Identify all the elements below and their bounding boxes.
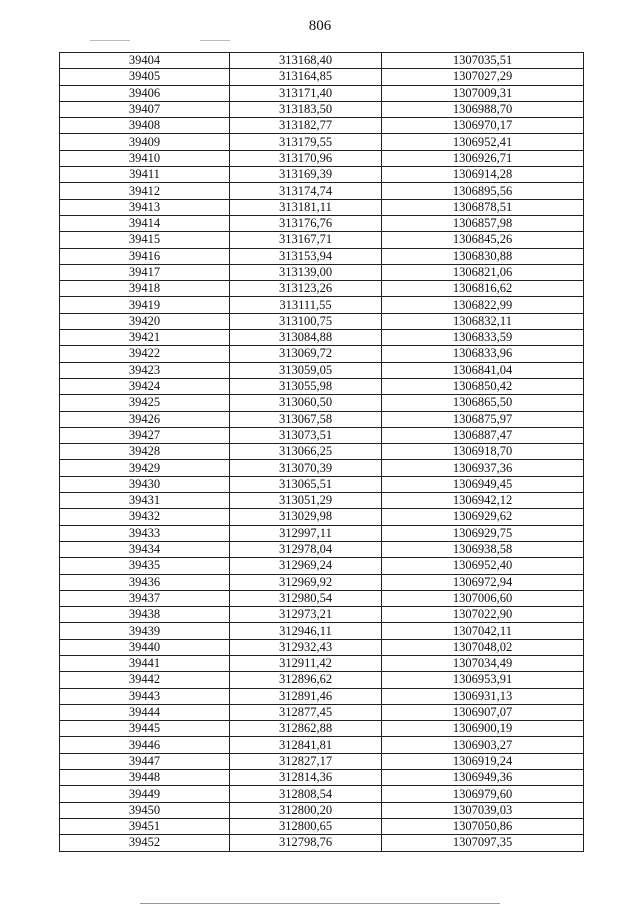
- x-coordinate-cell: 312946,11: [230, 623, 382, 639]
- x-coordinate-cell: 313182,77: [230, 118, 382, 134]
- point-number-cell: 39446: [60, 737, 230, 753]
- table-row: [60, 509, 584, 525]
- y-coordinate-cell: 1306830,88: [382, 248, 584, 264]
- x-coordinate-cell: 313153,94: [230, 248, 382, 264]
- point-number-cell: 39440: [60, 639, 230, 655]
- point-number-cell: 39412: [60, 183, 230, 199]
- point-number-cell: 39428: [60, 444, 230, 460]
- y-coordinate-cell: 1306949,45: [382, 476, 584, 492]
- x-coordinate-cell: 313123,26: [230, 281, 382, 297]
- scan-artifact: [90, 40, 130, 41]
- table-row: [60, 313, 584, 329]
- point-number-cell: 39433: [60, 525, 230, 541]
- point-number-cell: 39452: [60, 835, 230, 851]
- table-row: [60, 362, 584, 378]
- point-number-cell: 39413: [60, 199, 230, 215]
- y-coordinate-cell: 1307034,49: [382, 655, 584, 671]
- point-number-cell: 39417: [60, 264, 230, 280]
- table-row: [60, 330, 584, 346]
- x-coordinate-cell: 313167,71: [230, 232, 382, 248]
- y-coordinate-cell: 1306938,58: [382, 541, 584, 557]
- table-row: [60, 183, 584, 199]
- coordinates-table-body: [60, 53, 584, 852]
- x-coordinate-cell: 312969,92: [230, 574, 382, 590]
- x-coordinate-cell: 312891,46: [230, 688, 382, 704]
- y-coordinate-cell: 1307009,31: [382, 85, 584, 101]
- x-coordinate-cell: 312973,21: [230, 607, 382, 623]
- y-coordinate-cell: 1306914,28: [382, 167, 584, 183]
- table-row: [60, 672, 584, 688]
- x-coordinate-cell: 312896,62: [230, 672, 382, 688]
- page-number: 806: [308, 18, 332, 34]
- point-number-cell: 39423: [60, 362, 230, 378]
- table-row: [60, 346, 584, 362]
- y-coordinate-cell: 1307039,03: [382, 802, 584, 818]
- x-coordinate-cell: 313084,88: [230, 330, 382, 346]
- x-coordinate-cell: 312911,42: [230, 655, 382, 671]
- x-coordinate-cell: 312814,36: [230, 770, 382, 786]
- y-coordinate-cell: 1306833,96: [382, 346, 584, 362]
- x-coordinate-cell: 312827,17: [230, 753, 382, 769]
- point-number-cell: 39450: [60, 802, 230, 818]
- table-row: [60, 688, 584, 704]
- x-coordinate-cell: 313139,00: [230, 264, 382, 280]
- y-coordinate-cell: 1306926,71: [382, 150, 584, 166]
- table-row: [60, 607, 584, 623]
- point-number-cell: 39420: [60, 313, 230, 329]
- table-row: [60, 476, 584, 492]
- table-row: [60, 378, 584, 394]
- scan-artifact: [140, 903, 500, 904]
- point-number-cell: 39421: [60, 330, 230, 346]
- y-coordinate-cell: 1306821,06: [382, 264, 584, 280]
- y-coordinate-cell: 1306919,24: [382, 753, 584, 769]
- table-row: [60, 541, 584, 557]
- point-number-cell: 39438: [60, 607, 230, 623]
- y-coordinate-cell: 1306878,51: [382, 199, 584, 215]
- scan-artifact: [200, 40, 230, 41]
- table-row: [60, 264, 584, 280]
- table-row: [60, 215, 584, 231]
- y-coordinate-cell: 1306907,07: [382, 704, 584, 720]
- y-coordinate-cell: 1306931,13: [382, 688, 584, 704]
- point-number-cell: 39425: [60, 395, 230, 411]
- x-coordinate-cell: 313070,39: [230, 460, 382, 476]
- point-number-cell: 39441: [60, 655, 230, 671]
- y-coordinate-cell: 1306953,91: [382, 672, 584, 688]
- table-row: [60, 770, 584, 786]
- point-number-cell: 39437: [60, 590, 230, 606]
- x-coordinate-cell: 312808,54: [230, 786, 382, 802]
- x-coordinate-cell: 312800,20: [230, 802, 382, 818]
- table-row: [60, 281, 584, 297]
- point-number-cell: 39436: [60, 574, 230, 590]
- x-coordinate-cell: 312862,88: [230, 721, 382, 737]
- table-row: [60, 427, 584, 443]
- table-row: [60, 85, 584, 101]
- x-coordinate-cell: 312997,11: [230, 525, 382, 541]
- x-coordinate-cell: 313055,98: [230, 378, 382, 394]
- point-number-cell: 39416: [60, 248, 230, 264]
- x-coordinate-cell: 312798,76: [230, 835, 382, 851]
- y-coordinate-cell: 1306875,97: [382, 411, 584, 427]
- table-row: [60, 248, 584, 264]
- point-number-cell: 39439: [60, 623, 230, 639]
- point-number-cell: 39442: [60, 672, 230, 688]
- y-coordinate-cell: 1306988,70: [382, 101, 584, 117]
- x-coordinate-cell: 313100,75: [230, 313, 382, 329]
- table-row: [60, 493, 584, 509]
- y-coordinate-cell: 1306895,56: [382, 183, 584, 199]
- table-row: [60, 444, 584, 460]
- x-coordinate-cell: 313171,40: [230, 85, 382, 101]
- x-coordinate-cell: 313181,11: [230, 199, 382, 215]
- point-number-cell: 39410: [60, 150, 230, 166]
- table-row: [60, 655, 584, 671]
- table-row: [60, 134, 584, 150]
- point-number-cell: 39414: [60, 215, 230, 231]
- table-row: [60, 525, 584, 541]
- x-coordinate-cell: 312800,65: [230, 818, 382, 834]
- y-coordinate-cell: 1307097,35: [382, 835, 584, 851]
- point-number-cell: 39404: [60, 53, 230, 69]
- table-row: [60, 818, 584, 834]
- point-number-cell: 39422: [60, 346, 230, 362]
- point-number-cell: 39426: [60, 411, 230, 427]
- x-coordinate-cell: 312980,54: [230, 590, 382, 606]
- point-number-cell: 39419: [60, 297, 230, 313]
- point-number-cell: 39451: [60, 818, 230, 834]
- y-coordinate-cell: 1306970,17: [382, 118, 584, 134]
- table-row: [60, 395, 584, 411]
- point-number-cell: 39447: [60, 753, 230, 769]
- y-coordinate-cell: 1306929,62: [382, 509, 584, 525]
- point-number-cell: 39443: [60, 688, 230, 704]
- y-coordinate-cell: 1306979,60: [382, 786, 584, 802]
- table-row: [60, 835, 584, 851]
- table-row: [60, 199, 584, 215]
- table-row: [60, 802, 584, 818]
- x-coordinate-cell: 313066,25: [230, 444, 382, 460]
- y-coordinate-cell: 1306952,40: [382, 558, 584, 574]
- point-number-cell: 39409: [60, 134, 230, 150]
- y-coordinate-cell: 1306942,12: [382, 493, 584, 509]
- table-row: [60, 753, 584, 769]
- table-row: [60, 411, 584, 427]
- y-coordinate-cell: 1306865,50: [382, 395, 584, 411]
- point-number-cell: 39431: [60, 493, 230, 509]
- coordinates-table: [59, 52, 584, 852]
- y-coordinate-cell: 1306937,36: [382, 460, 584, 476]
- y-coordinate-cell: 1306841,04: [382, 362, 584, 378]
- x-coordinate-cell: 313065,51: [230, 476, 382, 492]
- x-coordinate-cell: 313059,05: [230, 362, 382, 378]
- y-coordinate-cell: 1307050,86: [382, 818, 584, 834]
- point-number-cell: 39427: [60, 427, 230, 443]
- x-coordinate-cell: 312969,24: [230, 558, 382, 574]
- point-number-cell: 39435: [60, 558, 230, 574]
- table-row: [60, 590, 584, 606]
- y-coordinate-cell: 1306822,99: [382, 297, 584, 313]
- y-coordinate-cell: 1307006,60: [382, 590, 584, 606]
- point-number-cell: 39449: [60, 786, 230, 802]
- x-coordinate-cell: 313183,50: [230, 101, 382, 117]
- table-row: [60, 101, 584, 117]
- table-row: [60, 786, 584, 802]
- y-coordinate-cell: 1307022,90: [382, 607, 584, 623]
- table-row: [60, 574, 584, 590]
- x-coordinate-cell: 313051,29: [230, 493, 382, 509]
- y-coordinate-cell: 1306845,26: [382, 232, 584, 248]
- x-coordinate-cell: 312877,45: [230, 704, 382, 720]
- table-row: [60, 639, 584, 655]
- x-coordinate-cell: 313111,55: [230, 297, 382, 313]
- y-coordinate-cell: 1307048,02: [382, 639, 584, 655]
- x-coordinate-cell: 313174,74: [230, 183, 382, 199]
- point-number-cell: 39434: [60, 541, 230, 557]
- table-row: [60, 118, 584, 134]
- point-number-cell: 39406: [60, 85, 230, 101]
- table-row: [60, 460, 584, 476]
- table-row: [60, 721, 584, 737]
- y-coordinate-cell: 1306833,59: [382, 330, 584, 346]
- point-number-cell: 39432: [60, 509, 230, 525]
- point-number-cell: 39415: [60, 232, 230, 248]
- x-coordinate-cell: 313067,58: [230, 411, 382, 427]
- point-number-cell: 39445: [60, 721, 230, 737]
- y-coordinate-cell: 1306900,19: [382, 721, 584, 737]
- x-coordinate-cell: 312978,04: [230, 541, 382, 557]
- table-row: [60, 53, 584, 69]
- x-coordinate-cell: 313168,40: [230, 53, 382, 69]
- table-row: [60, 704, 584, 720]
- table-row: [60, 69, 584, 85]
- y-coordinate-cell: 1306929,75: [382, 525, 584, 541]
- table-row: [60, 297, 584, 313]
- table-row: [60, 167, 584, 183]
- table-row: [60, 623, 584, 639]
- y-coordinate-cell: 1306850,42: [382, 378, 584, 394]
- point-number-cell: 39444: [60, 704, 230, 720]
- y-coordinate-cell: 1306816,62: [382, 281, 584, 297]
- point-number-cell: 39429: [60, 460, 230, 476]
- x-coordinate-cell: 312841,81: [230, 737, 382, 753]
- point-number-cell: 39407: [60, 101, 230, 117]
- y-coordinate-cell: 1306832,11: [382, 313, 584, 329]
- x-coordinate-cell: 312932,43: [230, 639, 382, 655]
- x-coordinate-cell: 313069,72: [230, 346, 382, 362]
- point-number-cell: 39418: [60, 281, 230, 297]
- point-number-cell: 39424: [60, 378, 230, 394]
- y-coordinate-cell: 1307042,11: [382, 623, 584, 639]
- point-number-cell: 39408: [60, 118, 230, 134]
- y-coordinate-cell: 1307027,29: [382, 69, 584, 85]
- x-coordinate-cell: 313176,76: [230, 215, 382, 231]
- x-coordinate-cell: 313029,98: [230, 509, 382, 525]
- y-coordinate-cell: 1307035,51: [382, 53, 584, 69]
- table-row: [60, 232, 584, 248]
- y-coordinate-cell: 1306918,70: [382, 444, 584, 460]
- point-number-cell: 39405: [60, 69, 230, 85]
- y-coordinate-cell: 1306972,94: [382, 574, 584, 590]
- y-coordinate-cell: 1306952,41: [382, 134, 584, 150]
- y-coordinate-cell: 1306903,27: [382, 737, 584, 753]
- x-coordinate-cell: 313179,55: [230, 134, 382, 150]
- table-row: [60, 558, 584, 574]
- x-coordinate-cell: 313170,96: [230, 150, 382, 166]
- y-coordinate-cell: 1306857,98: [382, 215, 584, 231]
- table-row: [60, 737, 584, 753]
- point-number-cell: 39430: [60, 476, 230, 492]
- x-coordinate-cell: 313073,51: [230, 427, 382, 443]
- y-coordinate-cell: 1306949,36: [382, 770, 584, 786]
- x-coordinate-cell: 313169,39: [230, 167, 382, 183]
- x-coordinate-cell: 313060,50: [230, 395, 382, 411]
- y-coordinate-cell: 1306887,47: [382, 427, 584, 443]
- point-number-cell: 39448: [60, 770, 230, 786]
- x-coordinate-cell: 313164,85: [230, 69, 382, 85]
- point-number-cell: 39411: [60, 167, 230, 183]
- table-row: [60, 150, 584, 166]
